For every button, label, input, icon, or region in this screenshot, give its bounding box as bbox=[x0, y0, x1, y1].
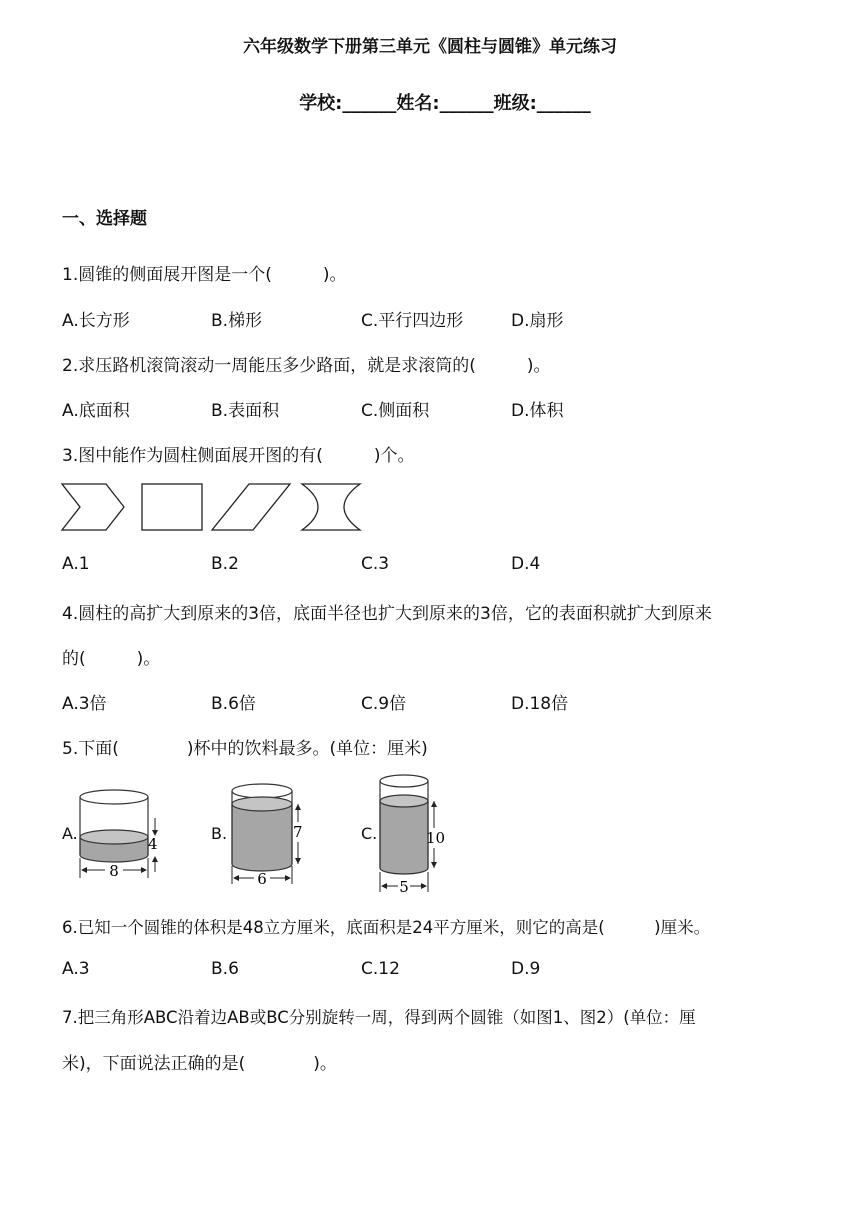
question-7-line1: 7.把三角形ABC沿着边AB或BC分别旋转一周，得到两个圆锥（如图1、图2）(单位：厘 bbox=[62, 1008, 696, 1027]
q2-option-c: C.侧面积 bbox=[361, 401, 430, 421]
question-6: 6.已知一个圆锥的体积是48立方厘米，底面积是24平方厘米，则它的高是( )厘米。 bbox=[62, 918, 711, 937]
q6-option-a: A.3 bbox=[62, 959, 90, 979]
q2-option-d: D.体积 bbox=[511, 401, 564, 421]
q3-option-a: A.1 bbox=[62, 554, 90, 574]
question-4-line2: 的( )。 bbox=[62, 649, 161, 669]
q3-shape-rectangle bbox=[142, 484, 202, 530]
q3-option-b: B.2 bbox=[211, 554, 239, 574]
q6-option-c: C.12 bbox=[361, 959, 400, 979]
page-title: 六年级数学下册第三单元《圆柱与圆锥》单元练习 bbox=[243, 37, 617, 57]
q5-cup-b-height-label: 7 bbox=[293, 823, 303, 841]
q5-cup-c-height-label: 10 bbox=[426, 829, 446, 847]
q5-cup-a-figure bbox=[76, 786, 176, 882]
q1-option-b: B.梯形 bbox=[211, 311, 263, 331]
q5-cup-c-figure bbox=[374, 772, 454, 896]
question-7-line2: 米)，下面说法正确的是( )。 bbox=[62, 1054, 337, 1074]
q2-option-a: A.底面积 bbox=[62, 401, 130, 421]
q5-cup-b-label: B. bbox=[211, 824, 228, 843]
question-3: 3.图中能作为圆柱侧面展开图的有( )个。 bbox=[62, 446, 415, 466]
q3-shapes-figure bbox=[58, 480, 368, 536]
q4-option-c: C.9倍 bbox=[361, 694, 407, 714]
q4-option-d: D.18倍 bbox=[511, 694, 569, 714]
q1-option-c: C.平行四边形 bbox=[361, 311, 464, 331]
question-1: 1.圆锥的侧面展开图是一个( )。 bbox=[62, 265, 347, 285]
q5-cup-b-figure bbox=[226, 780, 316, 888]
q4-option-b: B.6倍 bbox=[211, 694, 256, 714]
q5-cup-c-label: C. bbox=[361, 824, 378, 843]
q3-option-d: D.4 bbox=[511, 554, 541, 574]
q5-cup-c-diameter-label: 5 bbox=[399, 878, 409, 896]
student-info-line: 学校:______姓名:______班级:______ bbox=[299, 93, 591, 114]
q1-option-a: A.长方形 bbox=[62, 311, 130, 331]
q6-option-b: B.6 bbox=[211, 959, 239, 979]
q6-option-d: D.9 bbox=[511, 959, 541, 979]
section-title: 一、选择题 bbox=[62, 209, 147, 229]
question-4-line1: 4.圆柱的高扩大到原来的3倍，底面半径也扩大到原来的3倍，它的表面积就扩大到原来 bbox=[62, 604, 712, 624]
q3-shape-arrow bbox=[62, 484, 124, 530]
q5-cup-a-diameter-label: 8 bbox=[109, 862, 119, 880]
q2-option-b: B.表面积 bbox=[211, 401, 280, 421]
q4-option-a: A.3倍 bbox=[62, 694, 107, 714]
q3-shape-concave bbox=[302, 484, 360, 530]
q5-cup-b-diameter-label: 6 bbox=[257, 870, 267, 888]
q1-option-d: D.扇形 bbox=[511, 311, 564, 331]
question-2: 2.求压路机滚筒滚动一周能压多少路面，就是求滚筒的( )。 bbox=[62, 356, 551, 376]
question-5: 5.下面( )杯中的饮料最多。(单位：厘米) bbox=[62, 739, 428, 759]
q5-cup-a-label: A. bbox=[62, 824, 78, 843]
q3-shape-parallelogram bbox=[212, 484, 290, 530]
q5-cup-a-height-label: 4 bbox=[148, 835, 158, 853]
q3-option-c: C.3 bbox=[361, 554, 390, 574]
